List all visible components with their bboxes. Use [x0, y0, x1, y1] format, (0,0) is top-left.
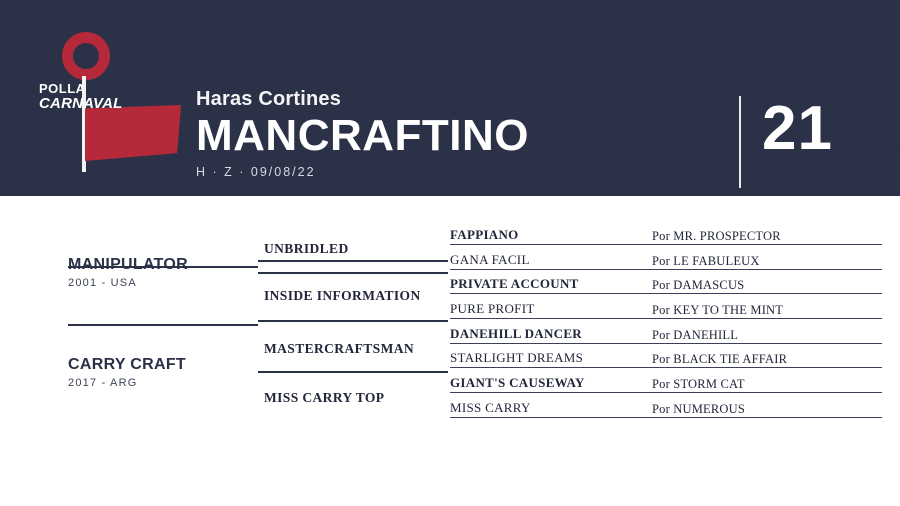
ggp-5-by-text: Por DANEHILL — [652, 328, 739, 342]
ggp-4-by — [652, 301, 882, 319]
ggp-2 — [450, 251, 640, 269]
grandparent-2-name: INSIDE INFORMATION — [264, 288, 421, 303]
horse-meta: H · Z · 09/08/22 — [196, 165, 316, 180]
rule-ggp3 — [450, 293, 882, 294]
ggp-1-by-text: Por MR. PROSPECTOR — [652, 229, 781, 243]
rule-ggp5 — [450, 343, 882, 344]
ggp-3 — [450, 275, 640, 293]
ggp-1-name: FAPPIANO — [450, 227, 519, 242]
dam-detail: 2017 - ARG — [68, 377, 138, 389]
ggp-8-by-text: Por NUMEROUS — [652, 402, 746, 416]
ggp-3-by-text: Por DAMASCUS — [652, 278, 745, 292]
dam-block — [68, 356, 248, 389]
sire-block — [68, 256, 248, 289]
rule-gp2-bottom — [258, 320, 448, 322]
ggp-7 — [450, 374, 640, 392]
logo-text — [39, 82, 131, 111]
ggp-5-name: DANEHILL DANCER — [450, 326, 582, 341]
header-banner — [0, 0, 900, 196]
horse-name: MANCRAFTINO — [196, 111, 530, 160]
ggp-7-by-text: Por STORM CAT — [652, 377, 745, 391]
logo-ring-icon — [62, 32, 110, 80]
ggp-2-name: GANA FACIL — [450, 252, 530, 267]
rule-ggp6 — [450, 367, 882, 368]
ggp-6-name: STARLIGHT DREAMS — [450, 350, 584, 365]
rule-ggp7 — [450, 392, 882, 393]
ggp-8-by — [652, 400, 882, 418]
ggp-2-by-text: Por LE FABULEUX — [652, 254, 760, 268]
ggp-7-name: GIANT'S CAUSEWAY — [450, 375, 585, 390]
rule-ggp1 — [450, 244, 882, 245]
ggp-1-by — [652, 227, 882, 245]
ggp-3-name: PRIVATE ACCOUNT — [450, 276, 579, 291]
sire-name: MANIPULATOR — [68, 256, 189, 273]
number-divider — [739, 96, 741, 188]
logo-line2: CARNAVAL — [39, 94, 123, 112]
ggp-3-by — [652, 276, 882, 294]
grandparent-4 — [264, 390, 444, 406]
ggp-4-by-text: Por KEY TO THE MINT — [652, 303, 784, 317]
grandparent-4-name: MISS CARRY TOP — [264, 390, 385, 405]
grandparent-3 — [264, 341, 444, 357]
race-number: 21 — [762, 94, 833, 163]
grandparent-3-name: MASTERCRAFTSMAN — [264, 341, 415, 356]
grandparent-1 — [264, 241, 444, 257]
rule-ggp4 — [450, 318, 882, 319]
ggp-2-by — [652, 252, 882, 270]
ggp-6-by-text: Por BLACK TIE AFFAIR — [652, 352, 788, 366]
grandparent-1-name: UNBRIDLED — [264, 241, 349, 256]
flag-icon — [85, 105, 181, 161]
ggp-7-by — [652, 375, 882, 393]
ggp-6 — [450, 349, 640, 367]
ggp-5 — [450, 325, 640, 343]
ggp-4 — [450, 300, 640, 318]
pedigree-table — [0, 196, 900, 506]
stud-name: Haras Cortines — [196, 88, 342, 110]
rule-gp1-bottom — [258, 272, 448, 274]
title-block — [196, 88, 529, 179]
rule-gp1-top — [258, 260, 448, 262]
rule-sire-bottom — [68, 324, 258, 326]
rule-ggp2 — [450, 269, 882, 270]
rule-ggp8 — [450, 417, 882, 418]
sire-detail: 2001 - USA — [68, 277, 137, 289]
grandparent-2 — [264, 288, 444, 304]
ggp-6-by — [652, 350, 882, 368]
ggp-4-name: PURE PROFIT — [450, 301, 535, 316]
logo-line1: POLLA — [39, 81, 86, 96]
ggp-1 — [450, 226, 640, 244]
ggp-8-name: MISS CARRY — [450, 400, 531, 415]
dam-name: CARRY CRAFT — [68, 356, 186, 373]
ggp-8 — [450, 399, 640, 417]
rule-gp3-bottom — [258, 371, 448, 373]
ggp-5-by — [652, 326, 882, 344]
